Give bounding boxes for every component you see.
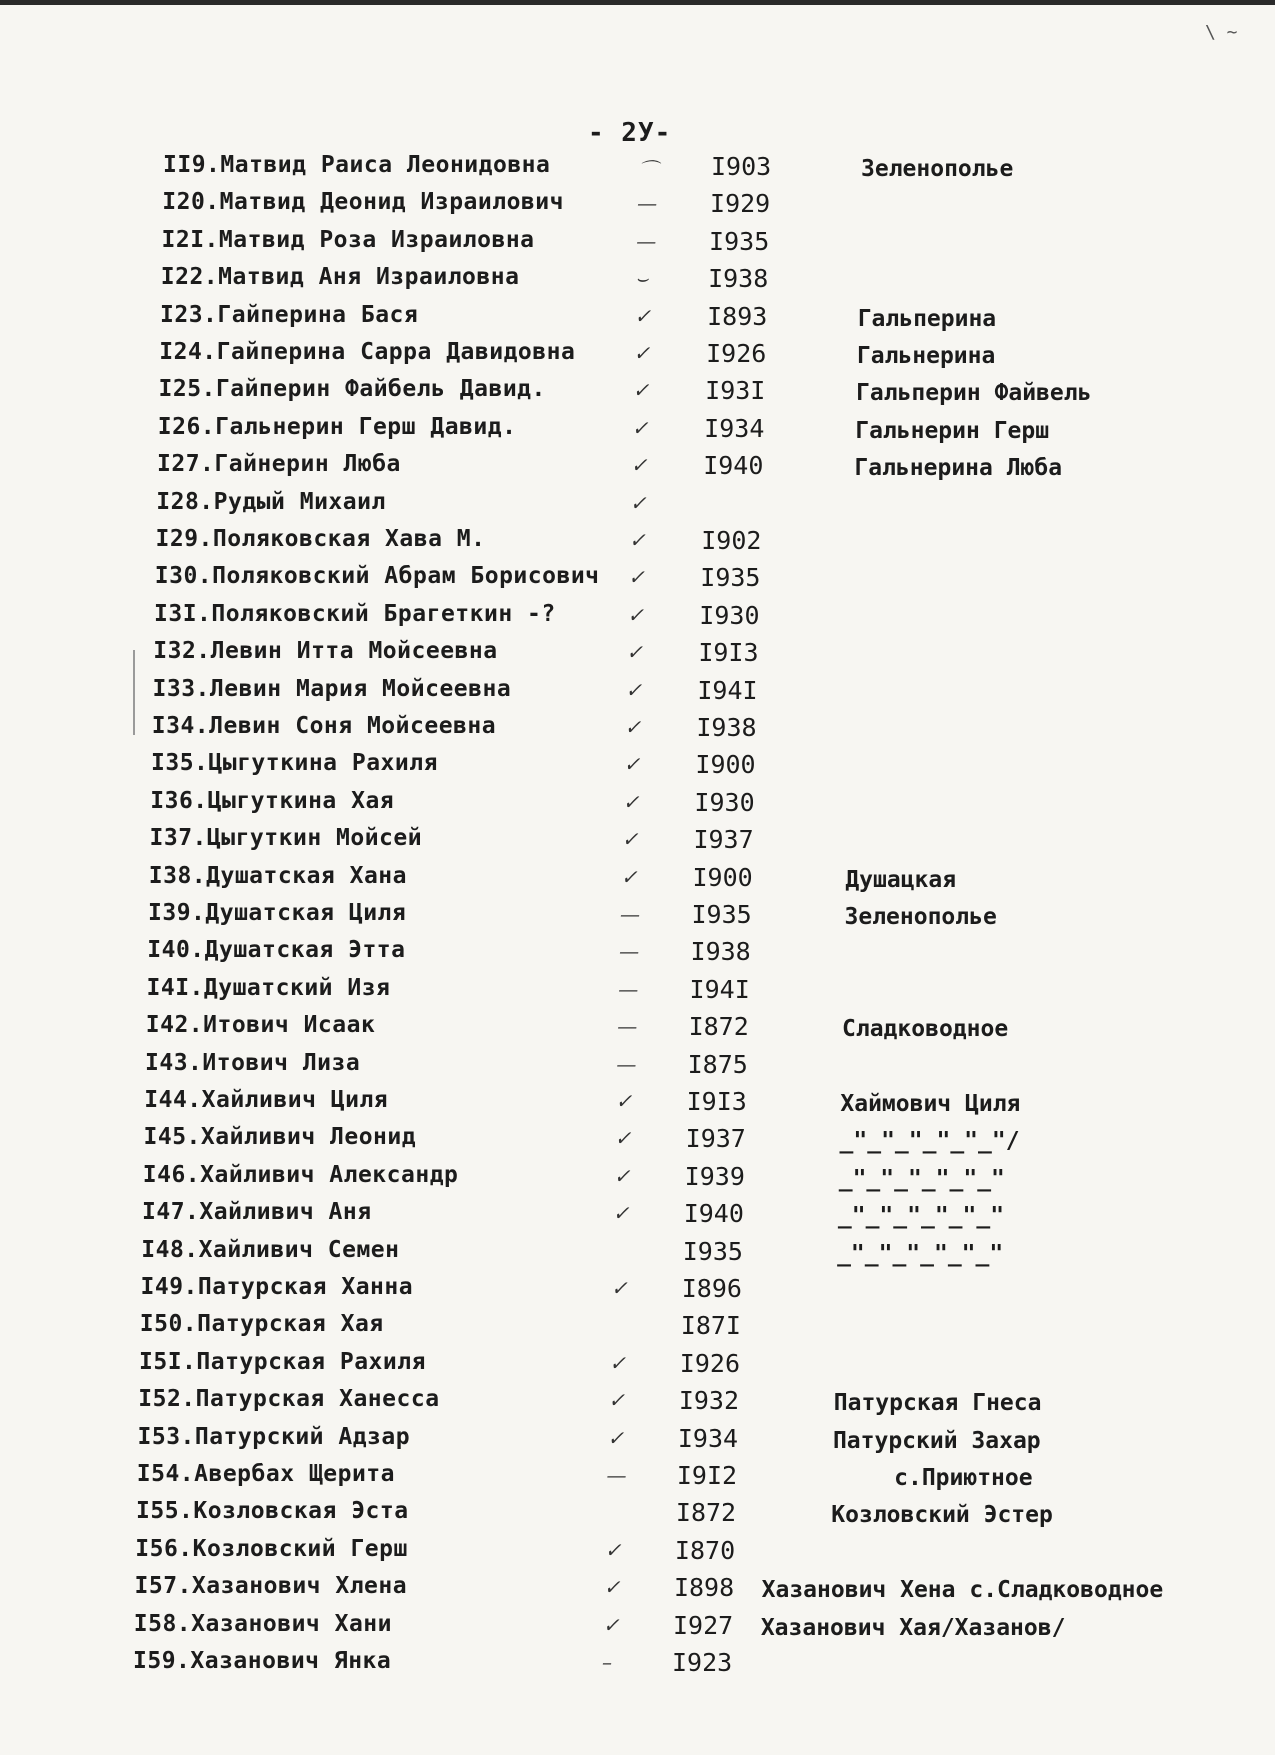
list-row	[156, 489, 1275, 525]
check-mark: ✓	[624, 715, 642, 739]
person-name: I58.Хазанович Хани	[133, 1610, 392, 1637]
note: Зеленополье	[861, 156, 1014, 182]
check-mark: ✓	[622, 789, 640, 814]
note: _"_"_"_"_"_"	[837, 1240, 1004, 1267]
person-name: I4I.Душатский Изя	[146, 974, 391, 1001]
list-row	[154, 601, 1275, 637]
person-name: I25.Гайперин Файбель Давид.	[158, 376, 546, 403]
check-mark: ✓	[633, 341, 651, 365]
check-mark: —	[617, 1014, 638, 1039]
birth-year: I900	[692, 862, 753, 892]
person-name: I29.Поляковская Хава М.	[155, 526, 486, 552]
person-name: I5I.Патурская Рахиля	[139, 1348, 426, 1375]
check-mark: —	[618, 976, 639, 1001]
list-row	[147, 975, 1275, 1011]
birth-year: I938	[690, 937, 751, 967]
note: Душацкая	[845, 866, 957, 893]
check-mark: ✓	[608, 1388, 626, 1413]
check-mark: ✓	[626, 640, 644, 665]
list-row	[149, 863, 1275, 899]
check-mark: ✓	[602, 1612, 620, 1637]
birth-year: I934	[704, 413, 765, 443]
check-mark: —	[616, 1051, 637, 1076]
note: с.Приютное	[894, 1465, 1033, 1491]
check-mark: ✓	[612, 1201, 630, 1226]
note: _"_"_"_"_"_"	[838, 1165, 1005, 1192]
list-row	[138, 1386, 1275, 1422]
check-mark: ✓	[615, 1089, 633, 1113]
birth-year: I930	[699, 600, 760, 630]
birth-year: I903	[711, 152, 772, 181]
page-number: - 2У-	[588, 118, 672, 148]
birth-year: I9I3	[686, 1087, 747, 1116]
birth-year: I926	[706, 339, 767, 368]
check-mark: ✓	[634, 303, 652, 328]
birth-year: I935	[709, 226, 770, 256]
birth-year: I870	[674, 1535, 736, 1565]
list-row	[153, 676, 1275, 712]
birth-year: I929	[710, 189, 771, 219]
list-row	[144, 1087, 1275, 1123]
birth-year: I935	[682, 1236, 743, 1266]
person-name: I2I.Матвид Роза Израиловна	[161, 226, 535, 253]
list-row	[163, 152, 1275, 188]
check-mark: ✓	[609, 1350, 626, 1375]
person-name: I55.Козловская Эста	[136, 1498, 409, 1525]
person-name: I26.Гальнерин Герш Давид.	[157, 413, 517, 440]
list-row	[133, 1648, 1275, 1684]
person-name: I22.Матвид Аня Израиловна	[160, 264, 520, 291]
list-row	[159, 339, 1275, 375]
birth-year: I935	[700, 563, 761, 593]
person-name: I36.Цыгуткина Хая	[150, 787, 395, 814]
birth-year: I937	[685, 1124, 746, 1154]
note: Зеленополье	[844, 904, 997, 930]
list-row	[147, 937, 1275, 973]
birth-year: I930	[694, 787, 755, 817]
birth-year: I94I	[689, 974, 750, 1004]
note: Гальперина	[857, 305, 997, 332]
note: Гальнерина Люба	[854, 455, 1063, 482]
list-row	[153, 638, 1275, 674]
check-mark: ⌣	[635, 266, 649, 291]
note: Патурская Гнеса	[833, 1390, 1042, 1417]
list-row	[139, 1349, 1275, 1385]
list-row	[142, 1199, 1275, 1235]
check-mark: —	[620, 902, 640, 926]
birth-year: I939	[684, 1161, 745, 1191]
check-mark: ✓	[620, 864, 638, 889]
list-row	[158, 414, 1275, 450]
birth-year: I926	[679, 1348, 741, 1378]
check-mark: ✓	[613, 1163, 631, 1188]
person-name: I57.Хазанович Хлена	[134, 1573, 408, 1600]
note: _"_"_"_"_"_"	[837, 1203, 1005, 1230]
check-mark: ✓	[627, 602, 644, 627]
note: Патурский Захар	[832, 1427, 1041, 1454]
birth-year: I938	[708, 264, 769, 294]
check-mark: ✓	[630, 453, 648, 478]
list-row	[134, 1611, 1275, 1647]
list-row	[160, 302, 1275, 338]
list-row	[155, 563, 1275, 599]
note: Сладководное	[842, 1016, 1009, 1043]
corner-handwritten-mark: \ ~	[1205, 22, 1238, 43]
note: Хазанович Хена с.Сладководное	[761, 1577, 1164, 1604]
person-name: I39.Душатская Циля	[148, 900, 407, 926]
person-name: I30.Поляковский Абрам Борисович	[154, 563, 600, 590]
birth-year: I900	[695, 750, 756, 780]
birth-year: I932	[678, 1386, 740, 1416]
check-mark: ✓	[621, 827, 639, 852]
note: Гальперин Файвель	[856, 380, 1092, 407]
person-name: I23.Гайперина Бася	[160, 301, 419, 328]
person-name: I3I.Поляковский Брагеткин -?	[154, 600, 556, 627]
list-row	[144, 1124, 1275, 1160]
person-name: I27.Гайнерин Люба	[157, 451, 401, 478]
person-name: I34.Левин Соня Мойсеевна	[151, 713, 497, 739]
person-name: I43.Итович Лиза	[145, 1049, 361, 1076]
birth-year: I93I	[705, 376, 766, 406]
check-mark: —	[637, 191, 658, 216]
list-row	[148, 900, 1275, 936]
list-row	[162, 189, 1275, 225]
check-mark: ✓	[611, 1276, 628, 1300]
birth-year: I940	[683, 1199, 744, 1229]
check-mark: ✓	[623, 752, 641, 777]
person-name: I48.Хайливич Семен	[141, 1236, 400, 1263]
person-name: I53.Патурский Адзар	[137, 1423, 411, 1450]
person-name: I38.Душатская Хана	[148, 862, 407, 889]
list-row	[157, 451, 1275, 487]
note: Хаймович Циля	[840, 1091, 1021, 1117]
list-row	[150, 825, 1275, 861]
person-name: I44.Хайливич Циля	[144, 1087, 389, 1113]
person-name: I32.Левин Итта Мойсеевна	[153, 638, 498, 665]
note: Гальнерина	[856, 343, 996, 369]
person-name: I40.Душатская Этта	[147, 937, 406, 964]
check-mark: ✓	[614, 1126, 632, 1151]
birth-year: I94I	[697, 675, 758, 705]
list-row	[150, 788, 1275, 824]
list-row	[159, 376, 1275, 412]
list-row	[140, 1311, 1275, 1347]
list-row	[162, 227, 1275, 263]
scan-top-edge	[0, 0, 1275, 5]
check-mark: —	[636, 228, 657, 253]
birth-year: I9I2	[676, 1461, 738, 1490]
list-row	[146, 1012, 1275, 1048]
note: Гальнерин Герш	[855, 417, 1050, 444]
list-row	[145, 1050, 1275, 1086]
person-name: I46.Хайливич Александр	[142, 1161, 459, 1188]
birth-year: I935	[691, 900, 752, 929]
list-row	[135, 1536, 1275, 1572]
check-mark: ✓	[604, 1537, 622, 1562]
list-row	[156, 526, 1275, 562]
list-row	[135, 1573, 1275, 1609]
birth-year: I872	[675, 1498, 737, 1528]
birth-year: I923	[672, 1648, 733, 1677]
birth-year: I940	[703, 451, 764, 481]
birth-year: I898	[673, 1573, 735, 1603]
birth-year: I893	[707, 301, 768, 331]
list-row	[141, 1237, 1275, 1273]
list-row	[143, 1162, 1275, 1198]
person-name: I54.Авербах Щерита	[136, 1461, 395, 1487]
person-name: I49.Патурская Ханна	[140, 1274, 414, 1300]
check-mark: —	[619, 939, 640, 964]
person-name: I20.Матвид Деонид Израилович	[162, 189, 564, 216]
list-row	[152, 713, 1275, 749]
list-row	[137, 1461, 1275, 1497]
birth-year: I902	[701, 526, 762, 555]
person-name: I24.Гайперина Сарра Давидовна	[159, 339, 576, 365]
person-name: I42.Итович Исаак	[145, 1012, 376, 1039]
list-row	[138, 1424, 1275, 1460]
person-name: I56.Козловский Герш	[135, 1535, 408, 1562]
note: _"_"_"_"_"_"/	[839, 1128, 1020, 1155]
check-mark: ⌒	[638, 158, 658, 182]
person-name: I50.Патурская Хая	[139, 1311, 384, 1338]
note: Козловский Эстер	[831, 1502, 1053, 1529]
birth-year: I872	[688, 1012, 749, 1042]
list-row	[161, 264, 1275, 300]
margin-pencil-line	[133, 650, 135, 735]
list-row	[151, 750, 1275, 786]
person-name: I37.Цыгуткин Мойсей	[149, 825, 423, 852]
person-name: I52.Патурская Ханесса	[138, 1386, 440, 1413]
check-mark: ✓	[607, 1425, 625, 1450]
person-name: I28.Рудый Михаил	[156, 488, 386, 515]
person-name: I33.Левин Мария Мойсеевна	[152, 675, 512, 702]
check-mark: –	[602, 1650, 612, 1674]
note: Хазанович Хая/Хазанов/	[760, 1614, 1066, 1641]
check-mark: —	[606, 1463, 627, 1487]
person-name: II9.Матвид Раиса Леонидовна	[163, 152, 551, 178]
check-mark: ✓	[603, 1575, 621, 1600]
birth-year: I9I3	[698, 638, 759, 668]
check-mark: ✓	[631, 415, 649, 440]
list-row	[136, 1498, 1275, 1534]
person-name: I45.Хайливич Леонид	[143, 1124, 417, 1151]
person-name: I59.Хазанович Янка	[133, 1648, 392, 1674]
birth-year: I938	[696, 713, 757, 742]
check-mark: ✓	[628, 565, 645, 590]
person-name: I35.Цыгуткина Рахиля	[151, 750, 438, 777]
person-name: I47.Хайливич Аня	[142, 1199, 372, 1226]
birth-year: I896	[681, 1274, 742, 1303]
birth-year: I937	[693, 825, 754, 855]
check-mark: ✓	[629, 490, 647, 515]
check-mark: ✓	[629, 528, 646, 552]
birth-year: I875	[687, 1049, 748, 1079]
list-row	[141, 1274, 1275, 1310]
check-mark: ✓	[632, 378, 650, 403]
birth-year: I927	[672, 1610, 734, 1640]
birth-year: I87I	[680, 1311, 741, 1341]
check-mark: ✓	[625, 677, 643, 702]
birth-year: I934	[677, 1423, 739, 1453]
